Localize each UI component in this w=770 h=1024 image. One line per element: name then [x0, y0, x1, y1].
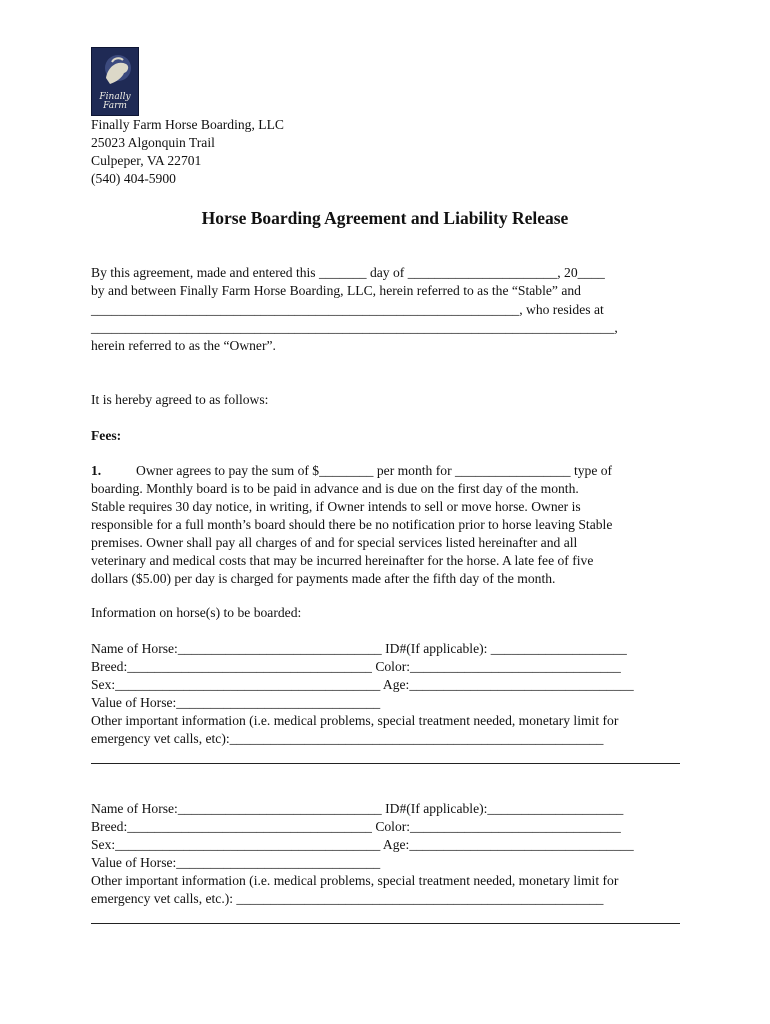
- fees-heading: Fees:: [91, 428, 122, 443]
- fees-line: Stable requires 30 day notice, in writing, if Owner intends to sell or move horse. Owner is: [91, 499, 581, 514]
- horse-name-field[interactable]: Name of Horse:______________________________ ID#(If applicable): ____________________: [91, 641, 627, 656]
- horse-value-field[interactable]: Value of Horse:______________________________: [91, 695, 381, 710]
- intro-line: herein referred to as the “Owner”.: [91, 338, 276, 353]
- other-info-label: Other important information (i.e. medical problems, special treatment needed, monetary limit for: [91, 873, 619, 888]
- company-phone: (540) 404-5900: [91, 171, 176, 186]
- company-street: 25023 Algonquin Trail: [91, 135, 215, 150]
- horse-value-field[interactable]: Value of Horse:______________________________: [91, 855, 381, 870]
- horse-name-field[interactable]: Name of Horse:______________________________ ID#(If applicable):____________________: [91, 801, 624, 816]
- finally-farm-logo: [91, 47, 139, 116]
- intro-line: by and between Finally Farm Horse Boarding, LLC, herein referred to as the “Stable” and: [91, 283, 581, 298]
- company-name: Finally Farm Horse Boarding, LLC: [91, 117, 284, 132]
- horse-info-heading: Information on horse(s) to be boarded:: [91, 605, 302, 620]
- intro-line: _______________________________________________________________, who resides at: [91, 302, 604, 317]
- fees-line: boarding. Monthly board is to be paid in advance and is due on the first day of the month.: [91, 481, 579, 496]
- clause-number: 1.: [91, 463, 102, 478]
- fees-line: veterinary and medical costs that may be incurred hereinafter for the horse. A late fee of five: [91, 553, 594, 568]
- fees-line: premises. Owner shall pay all charges of and for special services listed hereinafter and all: [91, 535, 578, 550]
- horse-breed-field[interactable]: Breed:____________________________________ Color:_______________________________: [91, 819, 621, 834]
- blank-line[interactable]: [91, 923, 680, 924]
- agreed-statement: It is hereby agreed to as follows:: [91, 392, 269, 407]
- horse-sex-field[interactable]: Sex:_______________________________________ Age:_________________________________: [91, 677, 634, 692]
- intro-line: By this agreement, made and entered this _______ day of ______________________, 20____: [91, 265, 605, 280]
- blank-line[interactable]: [91, 763, 680, 764]
- horse-sex-field[interactable]: Sex:_______________________________________ Age:_________________________________: [91, 837, 634, 852]
- other-info-field[interactable]: emergency vet calls, etc):_______________________________________________________: [91, 731, 604, 746]
- intro-line: _____________________________________________________________________________,: [91, 320, 618, 335]
- company-city: Culpeper, VA 22701: [91, 153, 202, 168]
- other-info-field[interactable]: emergency vet calls, etc.): ______________________________________________________: [91, 891, 604, 906]
- other-info-label: Other important information (i.e. medical problems, special treatment needed, monetary limit for: [91, 713, 619, 728]
- horse-breed-field[interactable]: Breed:____________________________________ Color:_______________________________: [91, 659, 621, 674]
- fees-line: dollars ($5.00) per day is charged for payments made after the fifth day of the month.: [91, 571, 556, 586]
- fees-line: responsible for a full month’s board should there be no notification prior to horse leaving Stable: [91, 517, 613, 532]
- logo-text: Finally Farm: [99, 92, 131, 111]
- document-title: Horse Boarding Agreement and Liability Release: [201, 208, 569, 228]
- fees-line: Owner agrees to pay the sum of $________ per month for _________________ type of: [136, 463, 613, 478]
